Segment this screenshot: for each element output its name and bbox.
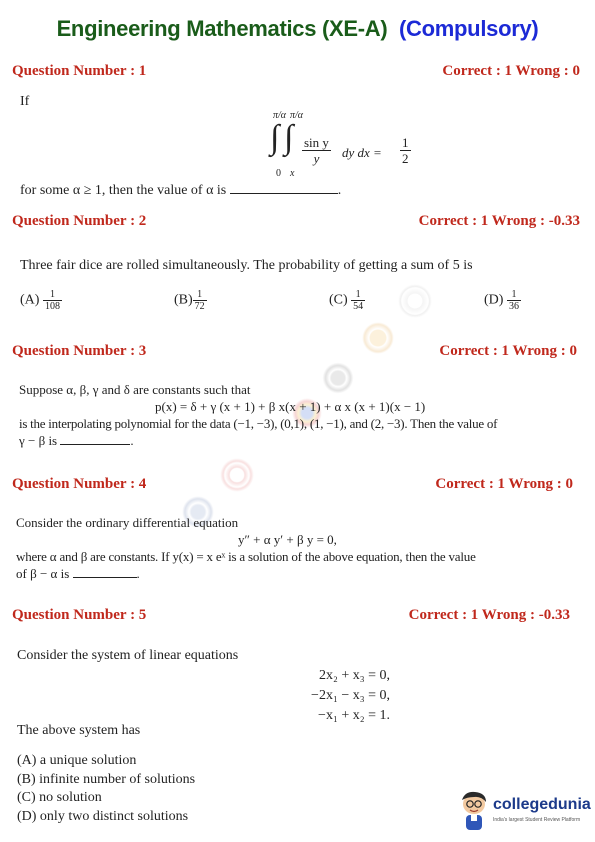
equation-2: −2x₁ − x₃ = 0, — [311, 688, 390, 703]
option-numerator: 1 — [507, 289, 521, 301]
question-1-text: for some α ≥ 1, then the value of α is . — [20, 183, 342, 198]
integral-lower-limit-inner: x — [290, 168, 295, 179]
option-denominator: 108 — [44, 301, 60, 312]
integral-sign-outer: ∫ — [270, 119, 280, 156]
question-3-formula: p(x) = δ + γ (x + 1) + β x(x + 1) + α x (x + 1)(x − 1) — [155, 399, 426, 414]
question-5-options — [17, 752, 195, 826]
mascot-icon — [457, 790, 491, 832]
option-label: (C) — [329, 292, 348, 308]
question-5-line-2: The above system has — [17, 723, 141, 738]
collegedunia-logo — [457, 790, 592, 835]
equation-1: 2x₂ + x₃ = 0, — [318, 668, 390, 683]
option-numerator: 1 — [43, 289, 62, 301]
option-denominator: 36 — [508, 301, 519, 312]
question-3-line-1: Suppose α, β, γ and δ are constants such that — [19, 382, 251, 397]
question-4-marks: Correct : 1 Wrong : 0 — [435, 476, 573, 492]
title-compulsory: (Compulsory) — [399, 16, 539, 41]
integral-upper-limit-inner: π/α — [290, 110, 304, 121]
question-5-option-c: (C) no solution — [17, 790, 102, 805]
integrand-denominator: y — [313, 151, 320, 166]
option-numerator: 1 — [193, 289, 207, 301]
question-2-marks: Correct : 1 Wrong : -0.33 — [418, 213, 580, 229]
question-5-line-1: Consider the system of linear equations — [17, 648, 239, 663]
watermark-seal — [322, 362, 354, 394]
answer-blank — [230, 193, 338, 194]
option-numerator: 1 — [351, 289, 365, 301]
integrand-fraction — [302, 135, 331, 166]
integral-differentials: dy dx = — [342, 145, 382, 160]
integral-sign-inner: ∫ — [284, 119, 294, 156]
question-3-number: Question Number : 3 — [12, 343, 147, 359]
rhs-denominator: 2 — [402, 151, 409, 166]
option-fraction — [193, 289, 207, 312]
question-5-option-a: (A) a unique solution — [17, 753, 137, 768]
question-2-option-d — [484, 289, 521, 312]
watermark-seal — [398, 284, 432, 318]
integral-upper-limit-outer: π/α — [273, 110, 287, 121]
question-3-expression: γ − β is — [19, 433, 58, 448]
equation-3: −x₁ + x₂ = 1. — [318, 708, 390, 723]
question-2-option-a — [20, 289, 62, 312]
question-4-line-2: where α and β are constants. If y(x) = x eˣ is a solution of the above equation, then the value — [16, 549, 476, 564]
option-label: (B) — [174, 292, 193, 308]
option-fraction — [507, 289, 521, 312]
title-subject: Engineering Mathematics (XE-A) — [56, 16, 388, 41]
question-5-option-b: (B) infinite number of solutions — [17, 771, 196, 787]
watermark-seal — [362, 322, 394, 354]
question-4-expression: of β − α is — [16, 566, 70, 581]
answer-blank — [60, 444, 130, 445]
answer-blank — [73, 577, 137, 578]
question-5-equations — [285, 666, 390, 726]
question-4-line-1: Consider the ordinary differential equation — [16, 515, 239, 530]
integral-rhs-fraction — [400, 135, 411, 166]
question-1-integral — [270, 110, 430, 182]
question-2-number: Question Number : 2 — [12, 213, 147, 229]
option-label: (D) — [484, 292, 504, 308]
question-5-marks: Correct : 1 Wrong : -0.33 — [408, 607, 570, 623]
question-2-option-c — [329, 289, 365, 312]
option-denominator: 54 — [353, 301, 364, 312]
question-4-number: Question Number : 4 — [12, 476, 147, 492]
integral-lower-limit-outer: 0 — [276, 168, 281, 179]
question-5-option-d: (D) only two distinct solutions — [17, 808, 189, 824]
option-label: (A) — [20, 292, 40, 308]
question-2-text: Three fair dice are rolled simultaneously. The probability of getting a sum of 5 is — [20, 258, 473, 273]
watermark-seal — [220, 458, 254, 492]
page-title — [0, 16, 595, 42]
option-fraction — [351, 289, 365, 312]
question-1-marks: Correct : 1 Wrong : 0 — [442, 63, 580, 79]
question-1-statement: for some α ≥ 1, then the value of α is — [20, 183, 227, 198]
question-4-formula: y″ + α y′ + β y = 0, — [238, 532, 337, 547]
option-denominator: 72 — [194, 301, 205, 312]
question-1-number: Question Number : 1 — [12, 63, 147, 79]
option-fraction — [43, 289, 62, 312]
question-3-line-3: γ − β is . — [19, 433, 134, 448]
integrand-numerator: sin y — [304, 135, 329, 150]
logo-name: collegedunia — [493, 796, 591, 813]
question-1-intro: If — [20, 94, 30, 109]
question-4-line-3: of β − α is . — [16, 566, 140, 581]
question-3-line-2: is the interpolating polynomial for the data (−1, −3), (0,1), (1, −1), and (2, −3). Then the value of — [19, 416, 498, 431]
question-2-option-b — [174, 289, 207, 312]
logo-tagline: India's largest Student Review Platform — [493, 817, 581, 823]
rhs-numerator: 1 — [402, 135, 409, 150]
question-3-marks: Correct : 1 Wrong : 0 — [439, 343, 577, 359]
question-5-number: Question Number : 5 — [12, 607, 147, 623]
